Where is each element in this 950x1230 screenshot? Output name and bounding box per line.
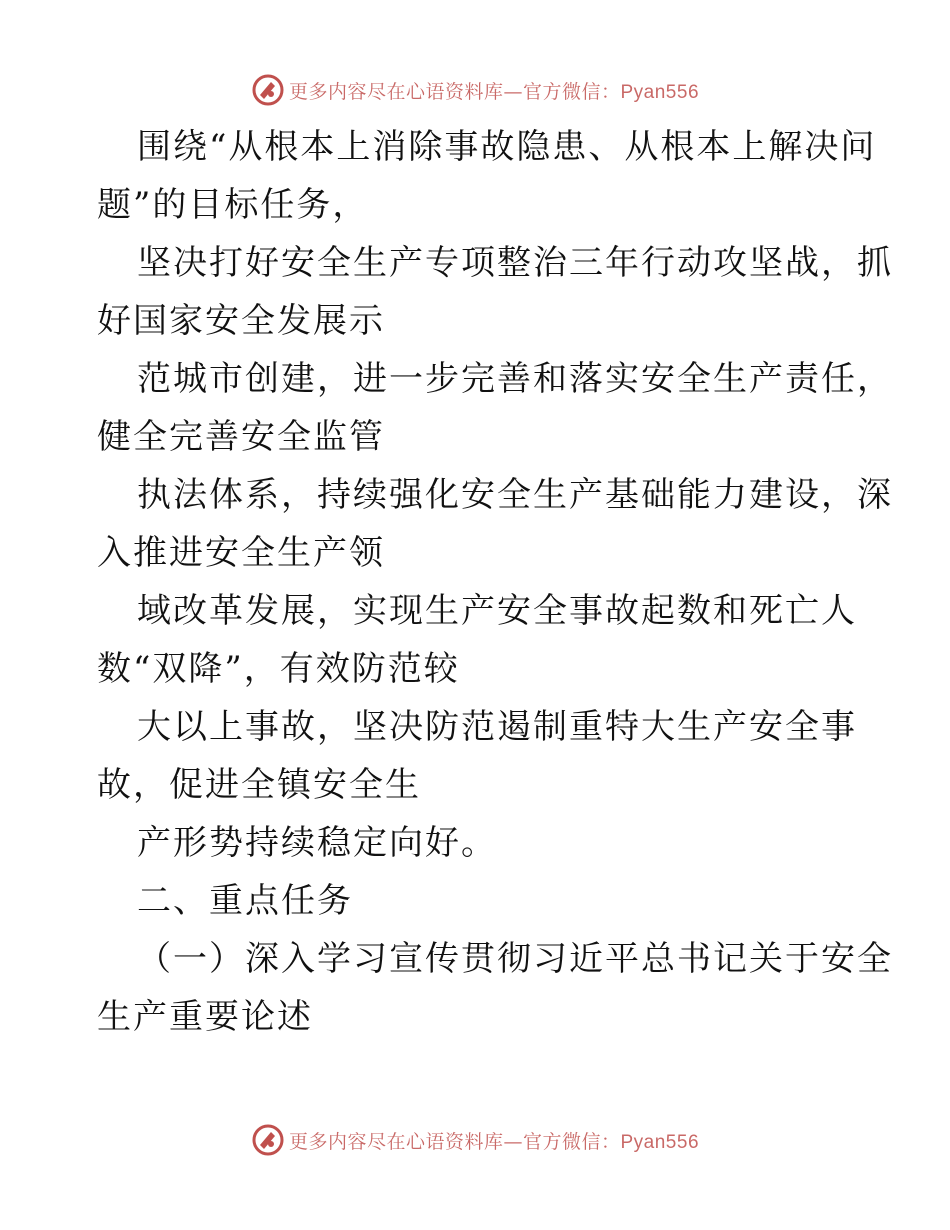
watermark-text: 更多内容尽在心语资料库—官方微信：Pyan556 <box>288 1130 700 1153</box>
text-line: 生产重要论述 <box>97 997 313 1037</box>
text-line: 围绕“从根本上消除事故隐患、从根本上解决问 <box>137 127 877 167</box>
text-line: 执法体系，持续强化安全生产基础能力建设，深 <box>137 475 893 515</box>
watermark-text: 更多内容尽在心语资料库—官方微信：Pyan556 <box>288 80 700 103</box>
brand-logo-icon <box>251 73 285 107</box>
text-line: 好国家安全发展示 <box>97 301 385 341</box>
text-line: 坚决打好安全生产专项整治三年行动攻坚战，抓 <box>137 243 893 283</box>
brand-logo-icon <box>251 1123 285 1157</box>
text-line: 二、重点任务 <box>137 881 353 921</box>
text-line: 产形势持续稳定向好。 <box>137 823 497 863</box>
text-line: 题”的目标任务， <box>97 185 369 225</box>
footer-watermark <box>0 1120 950 1160</box>
header-watermark <box>0 70 950 110</box>
text-line: 健全完善安全监管 <box>97 417 385 457</box>
text-line: 数“双降”，有效防范较 <box>97 649 460 689</box>
text-line: （一）深入学习宣传贯彻习近平总书记关于安全 <box>137 939 893 979</box>
text-line: 故，促进全镇安全生 <box>97 765 421 805</box>
text-line: 入推进安全生产领 <box>97 533 385 573</box>
text-line: 大以上事故，坚决防范遏制重特大生产安全事 <box>137 707 857 747</box>
text-line: 域改革发展，实现生产安全事故起数和死亡人 <box>137 591 857 631</box>
document-body <box>97 118 893 1046</box>
text-line: 范城市创建，进一步完善和落实安全生产责任， <box>137 359 893 399</box>
